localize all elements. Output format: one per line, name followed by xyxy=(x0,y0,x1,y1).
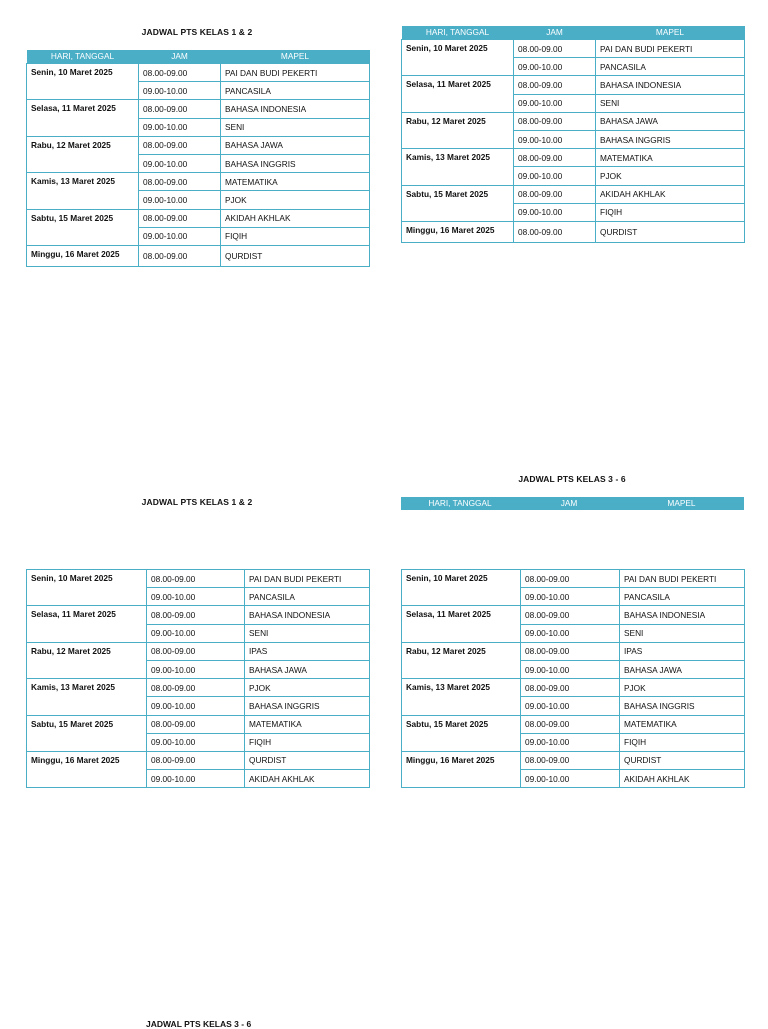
schedule-table-top-left xyxy=(26,50,370,267)
table-row xyxy=(402,679,745,697)
time-cell: 08.00-09.00 xyxy=(514,221,596,242)
table-row xyxy=(402,76,745,94)
day-cell: Rabu, 12 Maret 2025 xyxy=(402,112,514,148)
table-row xyxy=(402,185,745,203)
time-cell: 08.00-09.00 xyxy=(147,679,245,697)
table-row xyxy=(27,679,370,697)
day-cell: Senin, 10 Maret 2025 xyxy=(402,40,514,76)
subject-cell: PANCASILA xyxy=(620,588,745,606)
header-day: HARI, TANGGAL xyxy=(402,26,514,40)
subject-cell: SENI xyxy=(620,624,745,642)
time-cell: 08.00-09.00 xyxy=(521,606,620,624)
day-cell: Selasa, 11 Maret 2025 xyxy=(402,76,514,112)
schedule-title-footer-cutoff: JADWAL PTS KELAS 3 - 6 xyxy=(146,1019,252,1029)
time-cell: 08.00-09.00 xyxy=(139,245,221,266)
time-cell: 08.00-09.00 xyxy=(521,642,620,660)
subject-cell: BAHASA JAWA xyxy=(245,660,370,678)
day-cell: Selasa, 11 Maret 2025 xyxy=(402,606,521,642)
time-cell: 08.00-09.00 xyxy=(139,64,221,82)
schedule-title-kelas-1-2-bottom: JADWAL PTS KELAS 1 & 2 xyxy=(141,497,253,507)
subject-cell: BAHASA INDONESIA xyxy=(596,76,745,94)
time-cell: 09.00-10.00 xyxy=(514,203,596,221)
subject-cell: PJOK xyxy=(596,167,745,185)
subject-cell: FIQIH xyxy=(221,227,370,245)
time-cell: 09.00-10.00 xyxy=(139,154,221,172)
day-cell: Senin, 10 Maret 2025 xyxy=(27,570,147,606)
subject-cell: PANCASILA xyxy=(245,588,370,606)
table-row xyxy=(402,606,745,624)
subject-cell: MATEMATIKA xyxy=(620,715,745,733)
time-cell: 08.00-09.00 xyxy=(514,185,596,203)
subject-cell: PJOK xyxy=(620,679,745,697)
subject-cell: MATEMATIKA xyxy=(596,149,745,167)
schedule-table-top-right xyxy=(401,26,745,243)
header-subject: MAPEL xyxy=(619,497,744,510)
table-row xyxy=(27,606,370,624)
table-row xyxy=(27,136,370,154)
day-cell: Minggu, 16 Maret 2025 xyxy=(27,751,147,787)
time-cell: 08.00-09.00 xyxy=(521,715,620,733)
subject-cell: PAI DAN BUDI PEKERTI xyxy=(245,570,370,588)
day-cell: Minggu, 16 Maret 2025 xyxy=(402,751,521,787)
header-time: JAM xyxy=(519,497,619,510)
day-cell: Sabtu, 15 Maret 2025 xyxy=(402,185,514,221)
table-row xyxy=(402,642,745,660)
table-row xyxy=(402,40,745,58)
time-cell: 09.00-10.00 xyxy=(521,770,620,788)
subject-cell: BAHASA JAWA xyxy=(596,112,745,130)
table-row xyxy=(27,245,370,266)
day-cell: Selasa, 11 Maret 2025 xyxy=(27,606,147,642)
subject-cell: PJOK xyxy=(221,191,370,209)
subject-cell: QURDIST xyxy=(221,245,370,266)
time-cell: 09.00-10.00 xyxy=(521,588,620,606)
subject-cell: IPAS xyxy=(620,642,745,660)
day-cell: Rabu, 12 Maret 2025 xyxy=(27,642,147,678)
subject-cell: AKIDAH AKHLAK xyxy=(596,185,745,203)
subject-cell: AKIDAH AKHLAK xyxy=(245,770,370,788)
time-cell: 09.00-10.00 xyxy=(521,624,620,642)
day-cell: Kamis, 13 Maret 2025 xyxy=(27,679,147,715)
day-cell: Rabu, 12 Maret 2025 xyxy=(27,136,139,172)
subject-cell: MATEMATIKA xyxy=(221,173,370,191)
day-cell: Kamis, 13 Maret 2025 xyxy=(402,149,514,185)
subject-cell: SENI xyxy=(245,624,370,642)
table-row xyxy=(402,149,745,167)
time-cell: 08.00-09.00 xyxy=(521,570,620,588)
table-row xyxy=(402,751,745,769)
subject-cell: IPAS xyxy=(245,642,370,660)
day-cell: Minggu, 16 Maret 2025 xyxy=(27,245,139,266)
time-cell: 09.00-10.00 xyxy=(147,660,245,678)
subject-cell: BAHASA INGGRIS xyxy=(245,697,370,715)
time-cell: 08.00-09.00 xyxy=(139,209,221,227)
day-cell: Senin, 10 Maret 2025 xyxy=(402,570,521,606)
day-cell: Selasa, 11 Maret 2025 xyxy=(27,100,139,136)
subject-cell: BAHASA INDONESIA xyxy=(221,100,370,118)
subject-cell: FIQIH xyxy=(245,733,370,751)
day-cell: Senin, 10 Maret 2025 xyxy=(27,64,139,100)
time-cell: 08.00-09.00 xyxy=(139,173,221,191)
schedule-table-bottom-right xyxy=(401,569,745,788)
time-cell: 09.00-10.00 xyxy=(514,58,596,76)
subject-cell: SENI xyxy=(596,94,745,112)
day-cell: Sabtu, 15 Maret 2025 xyxy=(27,715,147,751)
subject-cell: PAI DAN BUDI PEKERTI xyxy=(221,64,370,82)
time-cell: 09.00-10.00 xyxy=(147,697,245,715)
subject-cell: BAHASA INGGRIS xyxy=(620,697,745,715)
table-row xyxy=(27,570,370,588)
header-day: HARI, TANGGAL xyxy=(27,50,139,64)
time-cell: 08.00-09.00 xyxy=(147,570,245,588)
time-cell: 09.00-10.00 xyxy=(514,94,596,112)
subject-cell: PANCASILA xyxy=(221,82,370,100)
subject-cell: BAHASA INDONESIA xyxy=(245,606,370,624)
header-time: JAM xyxy=(514,26,596,40)
time-cell: 08.00-09.00 xyxy=(147,715,245,733)
time-cell: 09.00-10.00 xyxy=(139,118,221,136)
schedule-title-kelas-3-6: JADWAL PTS KELAS 3 - 6 xyxy=(518,474,626,484)
header-subject: MAPEL xyxy=(221,50,370,64)
time-cell: 09.00-10.00 xyxy=(139,82,221,100)
time-cell: 09.00-10.00 xyxy=(514,167,596,185)
time-cell: 09.00-10.00 xyxy=(147,733,245,751)
table-row xyxy=(402,221,745,242)
subject-cell: PJOK xyxy=(245,679,370,697)
time-cell: 09.00-10.00 xyxy=(521,660,620,678)
subject-cell: PANCASILA xyxy=(596,58,745,76)
table-row xyxy=(402,570,745,588)
time-cell: 09.00-10.00 xyxy=(147,624,245,642)
time-cell: 09.00-10.00 xyxy=(139,227,221,245)
subject-cell: BAHASA JAWA xyxy=(620,660,745,678)
table-row xyxy=(27,173,370,191)
time-cell: 08.00-09.00 xyxy=(514,76,596,94)
day-cell: Rabu, 12 Maret 2025 xyxy=(402,642,521,678)
header-subject: MAPEL xyxy=(596,26,745,40)
subject-cell: QURDIST xyxy=(245,751,370,769)
day-cell: Sabtu, 15 Maret 2025 xyxy=(402,715,521,751)
subject-cell: FIQIH xyxy=(596,203,745,221)
time-cell: 09.00-10.00 xyxy=(147,588,245,606)
subject-cell: PAI DAN BUDI PEKERTI xyxy=(596,40,745,58)
table-header-row xyxy=(402,26,745,40)
subject-cell: BAHASA JAWA xyxy=(221,136,370,154)
subject-cell: QURDIST xyxy=(596,221,745,242)
subject-cell: FIQIH xyxy=(620,733,745,751)
time-cell: 08.00-09.00 xyxy=(147,751,245,769)
header-time: JAM xyxy=(139,50,221,64)
time-cell: 08.00-09.00 xyxy=(139,136,221,154)
day-cell: Kamis, 13 Maret 2025 xyxy=(27,173,139,209)
time-cell: 09.00-10.00 xyxy=(139,191,221,209)
time-cell: 08.00-09.00 xyxy=(521,751,620,769)
subject-cell: AKIDAH AKHLAK xyxy=(620,770,745,788)
schedule-table-bottom-left xyxy=(26,569,370,788)
day-cell: Sabtu, 15 Maret 2025 xyxy=(27,209,139,245)
time-cell: 08.00-09.00 xyxy=(514,112,596,130)
schedule-title-kelas-1-2-top: JADWAL PTS KELAS 1 & 2 xyxy=(141,27,253,37)
time-cell: 09.00-10.00 xyxy=(514,130,596,148)
schedule-header-bar-kelas-3-6 xyxy=(401,497,744,510)
subject-cell: QURDIST xyxy=(620,751,745,769)
subject-cell: PAI DAN BUDI PEKERTI xyxy=(620,570,745,588)
table-row xyxy=(27,715,370,733)
table-header-row xyxy=(27,50,370,64)
subject-cell: SENI xyxy=(221,118,370,136)
subject-cell: MATEMATIKA xyxy=(245,715,370,733)
subject-cell: BAHASA INGGRIS xyxy=(596,130,745,148)
time-cell: 08.00-09.00 xyxy=(514,40,596,58)
header-day: HARI, TANGGAL xyxy=(401,497,519,510)
table-row xyxy=(27,100,370,118)
time-cell: 08.00-09.00 xyxy=(147,606,245,624)
table-row xyxy=(27,642,370,660)
time-cell: 08.00-09.00 xyxy=(147,642,245,660)
table-row xyxy=(402,715,745,733)
subject-cell: BAHASA INGGRIS xyxy=(221,154,370,172)
day-cell: Minggu, 16 Maret 2025 xyxy=(402,221,514,242)
table-row xyxy=(27,64,370,82)
time-cell: 09.00-10.00 xyxy=(521,697,620,715)
table-row xyxy=(27,209,370,227)
table-row xyxy=(402,112,745,130)
time-cell: 08.00-09.00 xyxy=(514,149,596,167)
table-row xyxy=(27,751,370,769)
time-cell: 08.00-09.00 xyxy=(139,100,221,118)
subject-cell: BAHASA INDONESIA xyxy=(620,606,745,624)
subject-cell: AKIDAH AKHLAK xyxy=(221,209,370,227)
time-cell: 09.00-10.00 xyxy=(521,733,620,751)
time-cell: 08.00-09.00 xyxy=(521,679,620,697)
day-cell: Kamis, 13 Maret 2025 xyxy=(402,679,521,715)
time-cell: 09.00-10.00 xyxy=(147,770,245,788)
